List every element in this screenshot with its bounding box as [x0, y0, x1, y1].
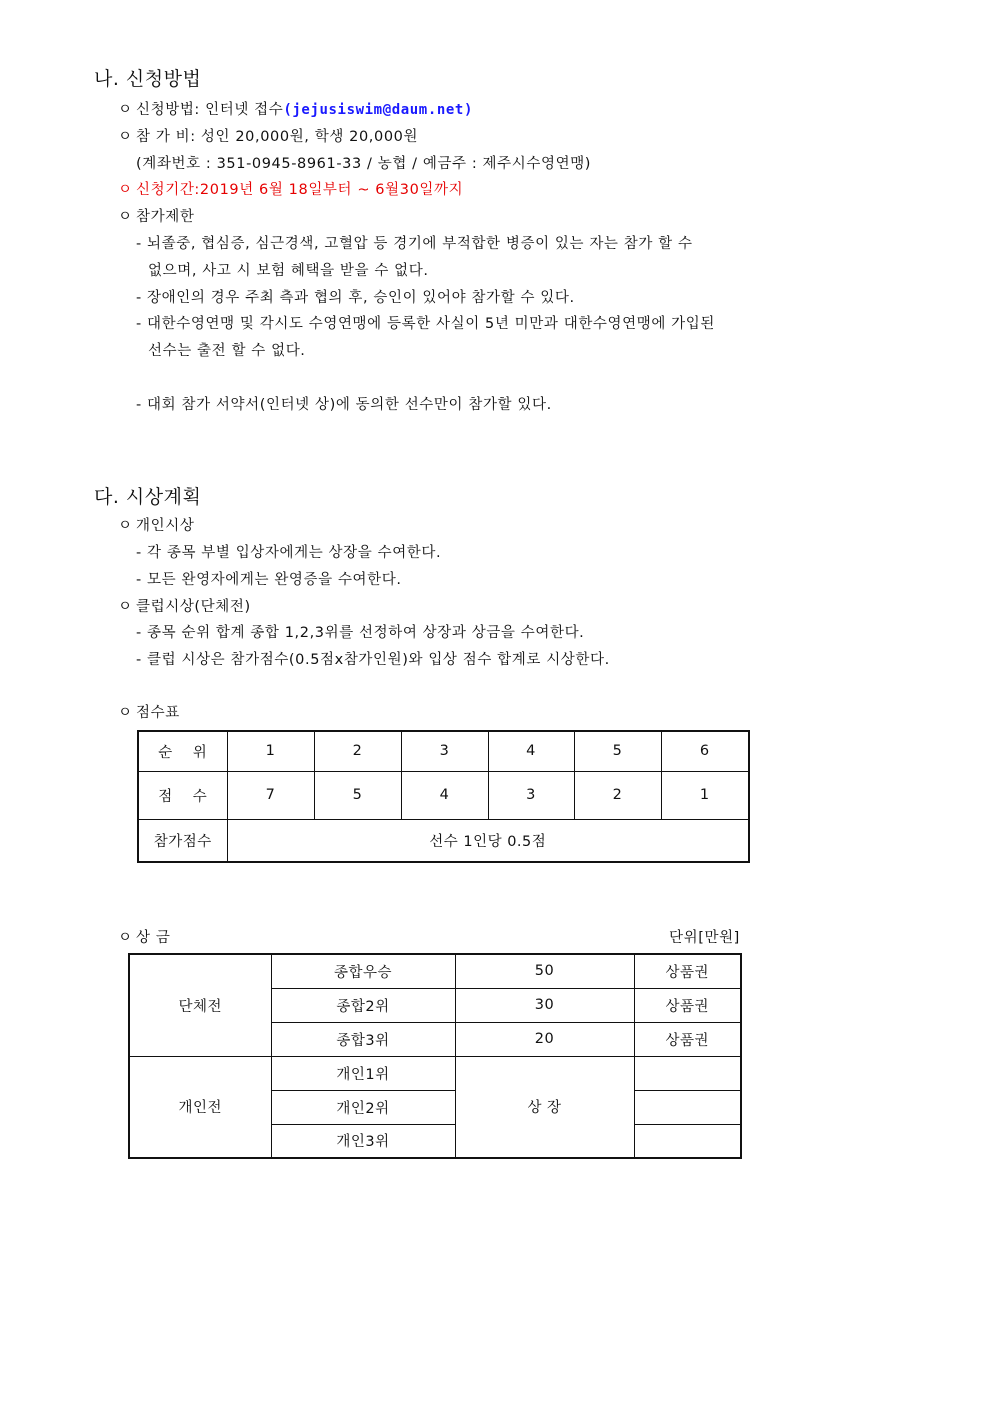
bullet-icon: ㅇ [118, 705, 133, 721]
section-title-awards: 다. 시상계획 [94, 486, 202, 508]
place-cell: 종합3위 [271, 1022, 455, 1056]
place-cell: 종합2위 [271, 988, 455, 1022]
table-row [138, 731, 749, 771]
bank-account: (계좌번호 : 351-0945-8961-33 / 농협 / 예금주 : 제주시수영연맹) [136, 156, 592, 172]
reward-cell: 상품권 [634, 954, 741, 988]
application-email: (jejusiswim@daum.net) [283, 102, 473, 118]
club-award-line: - 클럽 시상은 참가점수(0.5점x참가인원)와 입상 점수 합계로 시상한다. [136, 652, 610, 668]
table-row [129, 1056, 741, 1090]
restriction-line: 선수는 출전 할 수 없다. [148, 343, 306, 359]
bullet-icon: ㅇ [118, 182, 133, 198]
individual-award-line: - 모든 완영자에게는 완영증을 수여한다. [136, 572, 402, 588]
club-award-title: 클럽시상(단체전) [136, 599, 251, 615]
score-cell: 5 [314, 771, 401, 819]
individual-award-cell: 상 장 [455, 1056, 634, 1158]
reward-cell [634, 1056, 741, 1090]
reward-cell [634, 1090, 741, 1124]
restriction-title: 참가제한 [136, 209, 195, 225]
reward-cell [634, 1124, 741, 1158]
place-cell: 종합우승 [271, 954, 455, 988]
table-row [129, 954, 741, 988]
restriction-line: - 대회 참가 서약서(인터넷 상)에 동의한 선수만이 참가할 있다. [136, 397, 552, 413]
table-row [138, 771, 749, 819]
score-cell: 7 [227, 771, 314, 819]
prize-title: 상 금 [136, 930, 171, 946]
amount-cell: 30 [455, 988, 634, 1022]
participation-value: 선수 1인당 0.5점 [227, 819, 749, 862]
bullet-icon: ㅇ [118, 930, 133, 946]
prize-table [128, 953, 742, 1159]
bullet-icon: ㅇ [118, 518, 133, 534]
application-period: 신청기간:2019년 6월 18일부터 ~ 6월30일까지 [136, 182, 464, 198]
rank-cell: 5 [574, 731, 661, 771]
club-award-line: - 종목 순위 합계 종합 1,2,3위를 선정하여 상장과 상금을 수여한다. [136, 625, 585, 641]
score-table [137, 730, 750, 863]
participation-header: 참가점수 [138, 819, 227, 862]
amount-cell: 20 [455, 1022, 634, 1056]
bullet-icon: ㅇ [118, 102, 133, 118]
application-method [136, 98, 473, 119]
score-table-title: 점수표 [136, 705, 180, 721]
reward-cell: 상품권 [634, 988, 741, 1022]
score-cell: 3 [488, 771, 574, 819]
score-header: 점 수 [138, 771, 227, 819]
bullet-icon: ㅇ [118, 209, 133, 225]
bullet-icon: ㅇ [118, 129, 133, 145]
amount-cell: 50 [455, 954, 634, 988]
application-method-label: 신청방법: 인터넷 접수 [136, 102, 284, 118]
place-cell: 개인3위 [271, 1124, 455, 1158]
restriction-line: 없으며, 사고 시 보험 혜택을 받을 수 없다. [148, 263, 429, 279]
individual-award-title: 개인시상 [136, 518, 195, 534]
reward-cell: 상품권 [634, 1022, 741, 1056]
participation-fee: 참 가 비: 성인 20,000원, 학생 20,000원 [136, 129, 419, 145]
rank-cell: 2 [314, 731, 401, 771]
bullet-icon: ㅇ [118, 599, 133, 615]
rank-header: 순 위 [138, 731, 227, 771]
individual-award-line: - 각 종목 부별 입상자에게는 상장을 수여한다. [136, 545, 442, 561]
section-title-application: 나. 신청방법 [94, 68, 202, 90]
rank-cell: 6 [661, 731, 749, 771]
place-cell: 개인2위 [271, 1090, 455, 1124]
score-cell: 1 [661, 771, 749, 819]
restriction-line: - 대한수영연맹 및 각시도 수영연맹에 등록한 사실이 5년 미만과 대한수영연맹에 가입된 [136, 316, 715, 332]
team-category: 단체전 [129, 954, 271, 1056]
rank-cell: 4 [488, 731, 574, 771]
place-cell: 개인1위 [271, 1056, 455, 1090]
table-row [138, 819, 749, 862]
individual-category: 개인전 [129, 1056, 271, 1158]
rank-cell: 3 [401, 731, 488, 771]
restriction-line: - 장애인의 경우 주최 측과 협의 후, 승인이 있어야 참가할 수 있다. [136, 290, 575, 306]
rank-cell: 1 [227, 731, 314, 771]
score-cell: 4 [401, 771, 488, 819]
restriction-line: - 뇌졸중, 협심증, 심근경색, 고혈압 등 경기에 부적합한 병증이 있는 자는 참가 할 수 [136, 236, 693, 252]
score-cell: 2 [574, 771, 661, 819]
prize-unit: 단위[만원] [669, 930, 740, 946]
